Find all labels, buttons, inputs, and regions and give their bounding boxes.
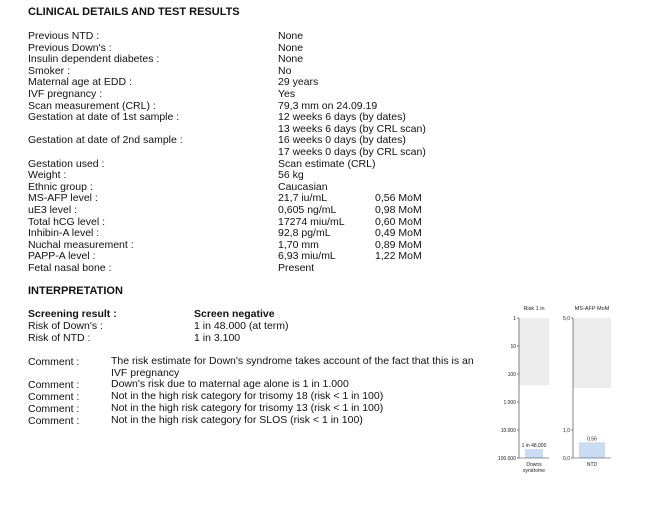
- clinical-label: Ethnic group :: [28, 180, 93, 193]
- clinical-value: No: [278, 64, 292, 77]
- clinical-mom: 0,60 MoM: [375, 215, 422, 228]
- clinical-mom: 1,22 MoM: [375, 250, 422, 263]
- clinical-row: [28, 111, 628, 123]
- comment-label: Comment :: [28, 356, 80, 368]
- clinical-row: [28, 216, 628, 228]
- clinical-row: [28, 123, 628, 135]
- clinical-value: 1,70 mm: [278, 238, 319, 251]
- clinical-label: Previous NTD :: [28, 30, 100, 42]
- clinical-mom: 0,98 MoM: [375, 204, 422, 216]
- comment-text: Down's risk due to maternal age alone is 1 in 1.000: [111, 378, 349, 390]
- clinical-label: Nuchal measurement :: [28, 238, 134, 251]
- clinical-row: [28, 42, 628, 54]
- clinical-row: [28, 181, 628, 193]
- clinical-label: Scan measurement (CRL) :: [28, 99, 156, 112]
- y-tick-label: 10.000: [500, 427, 516, 434]
- clinical-row: [28, 88, 628, 100]
- clinical-row: [28, 76, 628, 88]
- comment-text: Not in the high risk category for SLOS (risk < 1 in 100): [111, 414, 363, 426]
- clinical-row: [28, 192, 628, 204]
- comment-label: Comment :: [28, 403, 80, 415]
- high-risk-region: [573, 318, 611, 388]
- clinical-label: PAPP-A level :: [28, 250, 96, 263]
- clinical-value: 17 weeks 0 days (by CRL scan): [278, 146, 426, 158]
- clinical-row: [28, 100, 628, 112]
- clinical-row: [28, 204, 628, 216]
- y-tick-label: 10: [510, 343, 516, 350]
- clinical-value: None: [278, 30, 304, 42]
- clinical-label: Insulin dependent diabetes :: [28, 53, 160, 66]
- clinical-label: Inhibin-A level :: [28, 227, 100, 240]
- y-tick-label: 0,0: [563, 455, 570, 462]
- clinical-label: Smoker :: [28, 64, 71, 77]
- comment-text: Not in the high risk category for trisomy 18 (risk < 1 in 100): [111, 390, 384, 402]
- clinical-label: MS-AFP level :: [28, 192, 98, 205]
- clinical-value: Caucasian: [278, 180, 328, 193]
- clinical-mom: 0,89 MoM: [375, 238, 422, 251]
- comment-label: Comment :: [28, 379, 80, 391]
- clinical-label: uE3 level :: [28, 204, 78, 216]
- clinical-label: Gestation at date of 2nd sample :: [28, 134, 183, 147]
- y-tick-label: 1.000: [503, 399, 516, 406]
- category-label: Downs syndrome: [523, 462, 545, 474]
- chart-title: MS-AFP MoM: [574, 306, 610, 312]
- comment-text: Not in the high risk category for trisomy 13 (risk < 1 in 100): [111, 402, 384, 414]
- high-risk-region: [519, 318, 549, 385]
- clinical-row: [28, 239, 628, 251]
- comment-label: Comment :: [28, 415, 80, 427]
- clinical-mom: 0,56 MoM: [375, 192, 422, 205]
- clinical-value: None: [278, 53, 304, 66]
- clinical-label: Previous Down's :: [28, 41, 112, 54]
- clinical-label: Maternal age at EDD :: [28, 76, 132, 89]
- bar-data-label: 0,56: [587, 436, 597, 443]
- screening-result-label: Screening result :: [28, 308, 117, 320]
- afp-mom-chart: [555, 300, 627, 480]
- clinical-row: [28, 146, 628, 158]
- y-tick-label: 100: [507, 371, 516, 378]
- section-title-interpretation: INTERPRETATION: [28, 285, 123, 297]
- comment-label: Comment :: [28, 391, 80, 403]
- comment-text: The risk estimate for Down's syndrome takes account of the fact that this is an IVF pregnancy: [111, 355, 474, 379]
- clinical-label: Gestation at date of 1st sample :: [28, 111, 180, 124]
- clinical-value: None: [278, 41, 304, 54]
- clinical-value: 92,8 pg/mL: [278, 227, 331, 240]
- clinical-row: [28, 134, 628, 146]
- risk-ntd-value: 1 in 3.100: [194, 332, 241, 344]
- clinical-mom: 0,49 MoM: [375, 227, 422, 240]
- clinical-row: [28, 65, 628, 77]
- clinical-value: 17274 miu/mL: [278, 215, 345, 228]
- clinical-row: [28, 227, 628, 239]
- clinical-label: Weight :: [28, 169, 67, 182]
- clinical-row: [28, 250, 628, 262]
- clinical-value: 13 weeks 6 days (by CRL scan): [278, 122, 426, 135]
- clinical-value: 0,605 ng/mL: [278, 204, 337, 216]
- y-tick-label: 100.000: [497, 455, 516, 462]
- clinical-row: [28, 158, 628, 170]
- clinical-row: [28, 53, 628, 65]
- clinical-row: [28, 169, 628, 181]
- y-tick-label: 5,0: [563, 315, 570, 322]
- clinical-label: IVF pregnancy :: [28, 88, 103, 100]
- clinical-label: Total hCG level :: [28, 215, 106, 228]
- y-tick-label: 1: [513, 315, 516, 322]
- y-tick-label: 1,0: [563, 427, 570, 434]
- clinical-value: Present: [278, 262, 315, 274]
- section-title-clinical: CLINICAL DETAILS AND TEST RESULTS: [28, 6, 240, 18]
- risk-ntd-label: Risk of NTD :: [28, 332, 91, 344]
- risk-downs-value: 1 in 48.000 (at term): [194, 320, 289, 332]
- clinical-label: Fetal nasal bone :: [28, 262, 112, 274]
- clinical-row: [28, 30, 628, 42]
- clinical-row: [28, 262, 628, 274]
- chart-title: Risk 1 in: [523, 306, 545, 312]
- chart-bar: [525, 449, 543, 458]
- clinical-value: 12 weeks 6 days (by dates): [278, 111, 406, 124]
- clinical-value: 21,7 iu/mL: [278, 192, 328, 205]
- bar-data-label: 1 in 48.000: [521, 443, 547, 450]
- clinical-value: 79,3 mm on 24.09.19: [278, 99, 378, 112]
- clinical-label: Gestation used :: [28, 157, 105, 170]
- clinical-value: 16 weeks 0 days (by dates): [278, 134, 406, 147]
- clinical-value: 6,93 miu/mL: [278, 250, 336, 263]
- clinical-value: Scan estimate (CRL): [278, 157, 376, 170]
- clinical-value: 56 kg: [278, 169, 304, 182]
- category-label: NTD: [586, 462, 598, 468]
- risk-downs-label: Risk of Down's :: [28, 320, 103, 332]
- clinical-value: Yes: [278, 88, 296, 100]
- screening-result-value: Screen negative: [194, 308, 275, 320]
- clinical-value: 29 years: [278, 76, 319, 89]
- chart-bar: [579, 442, 605, 458]
- risk-chart: [485, 300, 555, 480]
